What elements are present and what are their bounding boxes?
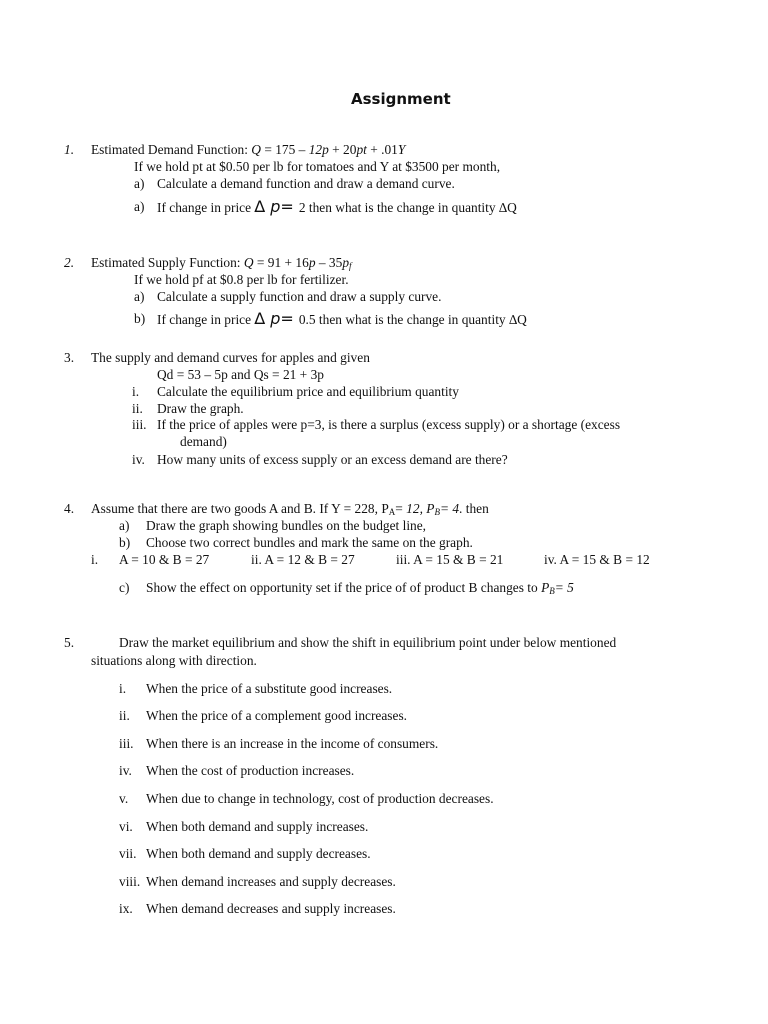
q2-b-text: If change in price ∆ p= 0.5 then what is the change in quantity ∆Q [157, 309, 527, 328]
q4-b-text: Choose two correct bundles and mark the same on the graph. [146, 535, 473, 550]
q3-item-text-continued: demand) [180, 434, 227, 449]
q1-b-text: If change in price ∆ p= 2 then what is the change in quantity ∆Q [157, 197, 517, 216]
q4-c-label: c) [119, 580, 130, 595]
q2-b-label: b) [134, 311, 146, 326]
q3-item-label: iv. [132, 452, 145, 467]
q1-b-label: a) [134, 199, 145, 214]
q3-item-label: iii. [132, 417, 147, 432]
q3-item-text: If the price of apples were p=3, is there a surplus (excess supply) or a shortage (excess [157, 417, 621, 432]
q5-item-label: v. [119, 791, 129, 806]
q4-option-2: ii. A = 12 & B = 27 [251, 552, 355, 567]
q5-intro: Draw the market equilibrium and show the shift in equilibrium point under below mentioned [119, 635, 617, 650]
q3-item-text: Calculate the equilibrium price and equilibrium quantity [157, 384, 459, 399]
q2-a-text: Calculate a supply function and draw a supply curve. [157, 289, 442, 304]
q4-option-1: A = 10 & B = 27 [119, 552, 210, 567]
q4-number: 4. [64, 501, 75, 516]
q1-assumption: If we hold pt at $0.50 per lb for tomatoes and Y at $3500 per month, [134, 159, 501, 174]
q3-item-label: ii. [132, 401, 143, 416]
q4-option-3: iii. A = 15 & B = 21 [396, 552, 504, 567]
q5-item-text: When due to change in technology, cost of production decreases. [146, 791, 494, 806]
q5-item-text: When both demand and supply decreases. [146, 846, 371, 861]
q2-assumption: If we hold pf at $0.8 per lb for fertilizer. [134, 272, 349, 287]
q3-item-text: Draw the graph. [157, 401, 244, 416]
q4-intro: Assume that there are two goods A and B. If Y = 228, $P_A= 12$, $P_B= 4$. then [91, 501, 489, 517]
q1-a-label: a) [134, 176, 145, 191]
q2-a-label: a) [134, 289, 145, 304]
q5-item-text: When demand decreases and supply increases. [146, 901, 396, 916]
q3-equations: Qd = 53 – 5p and Qs = 21 + 3p [157, 367, 324, 382]
q5-item-label: iii. [119, 736, 134, 751]
q4-c-text: Show the effect on opportunity set if the price of of product B changes to $P_B= 5$ [146, 580, 574, 596]
q5-item-text: When there is an increase in the income of consumers. [146, 736, 439, 751]
q5-item-label: ix. [119, 901, 133, 916]
q1-number: 1. [64, 142, 75, 157]
q5-item-label: ii. [119, 708, 130, 723]
q4-b-label: b) [119, 535, 131, 550]
q4-a-text: Draw the graph showing bundles on the budget line, [146, 518, 427, 533]
q2-supply-function: Estimated Supply Function: $Q = 91 + 16p - 35p_f$ [91, 255, 352, 271]
q5-item-text: When the price of a complement good increases. [146, 708, 408, 723]
q3-item-text: How many units of excess supply or an excess demand are there? [157, 452, 508, 467]
q3-intro: The supply and demand curves for apples and given [91, 350, 370, 365]
q4-option-label: i. [91, 552, 99, 567]
q5-item-text: When the price of a substitute good increases. [146, 681, 393, 696]
q1-demand-function: Estimated Demand Function: Q = 175 – 12p + 20pt + .01Y [91, 142, 406, 157]
q3-number: 3. [64, 350, 75, 365]
q5-item-label: iv. [119, 763, 132, 778]
q5-number: 5. [64, 635, 75, 650]
q5-item-text: When both demand and supply increases. [146, 819, 369, 834]
q5-item-label: vii. [119, 846, 137, 861]
q1-a-text: Calculate a demand function and draw a demand curve. [157, 176, 455, 191]
q5-intro-continued: situations along with direction. [91, 653, 257, 668]
q4-option-4: iv. A = 15 & B = 12 [544, 552, 650, 567]
q5-item-label: vi. [119, 819, 133, 834]
q3-item-label: i. [132, 384, 140, 399]
q4-a-label: a) [119, 518, 130, 533]
q5-item-label: viii. [119, 874, 141, 889]
q2-number: 2. [64, 255, 75, 270]
page-title: Assignment [351, 90, 451, 108]
q5-item-label: i. [119, 681, 127, 696]
q5-item-text: When demand increases and supply decreases. [146, 874, 396, 889]
q5-item-text: When the cost of production increases. [146, 763, 355, 778]
